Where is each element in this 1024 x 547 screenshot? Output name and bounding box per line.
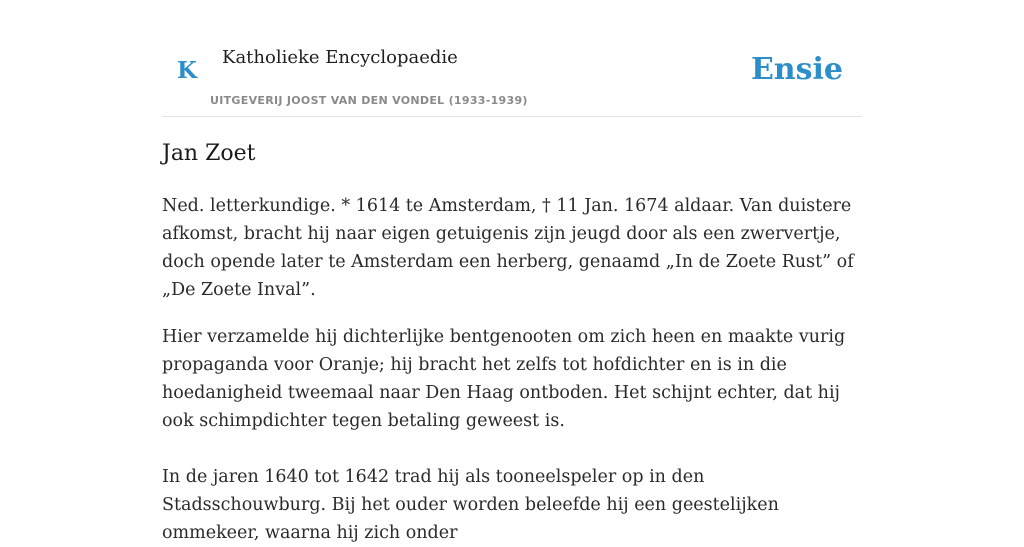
article-paragraph: Hier verzamelde hij dichterlijke bentgenooten om zich heen en maakte vurig propaganda voor Oranje; hij bracht het zelfs tot hofdichter en is in die hoedanigheid tweemaal naar Den Haag ontboden. Het schijnt echter, dat hij ook schimpdichter tegen betaling geweest is. [162, 327, 846, 431]
article-paragraph: In de jaren 1640 tot 1642 trad hij als tooneelspeler op in den Stadsschouwburg. Bij het ouder worden beleefde hij een geestelijken ommekeer, waarna hij zich onder [162, 467, 779, 543]
brand-logo[interactable]: Ensie [750, 52, 843, 87]
publication-title[interactable]: Katholieke Encyclopaedie [222, 47, 458, 68]
article-page [162, 0, 862, 543]
article-paragraph: Ned. letterkundige. * 1614 te Amsterdam, † 11 Jan. 1674 aldaar. Van duistere afkomst, bracht hij naar eigen getuigenis zijn jeugd door als een zwervertje, doch opende later te Amsterdam een herberg, genaamd „In de Zoete Rust” of „De Zoete Inval”. [162, 196, 854, 300]
article-title: Jan Zoet [162, 141, 256, 166]
page-header [162, 0, 862, 117]
publisher-subtitle: UITGEVERIJ JOOST VAN DEN VONDEL (1933-1939) [210, 94, 528, 107]
publication-logo[interactable]: K [177, 57, 197, 84]
